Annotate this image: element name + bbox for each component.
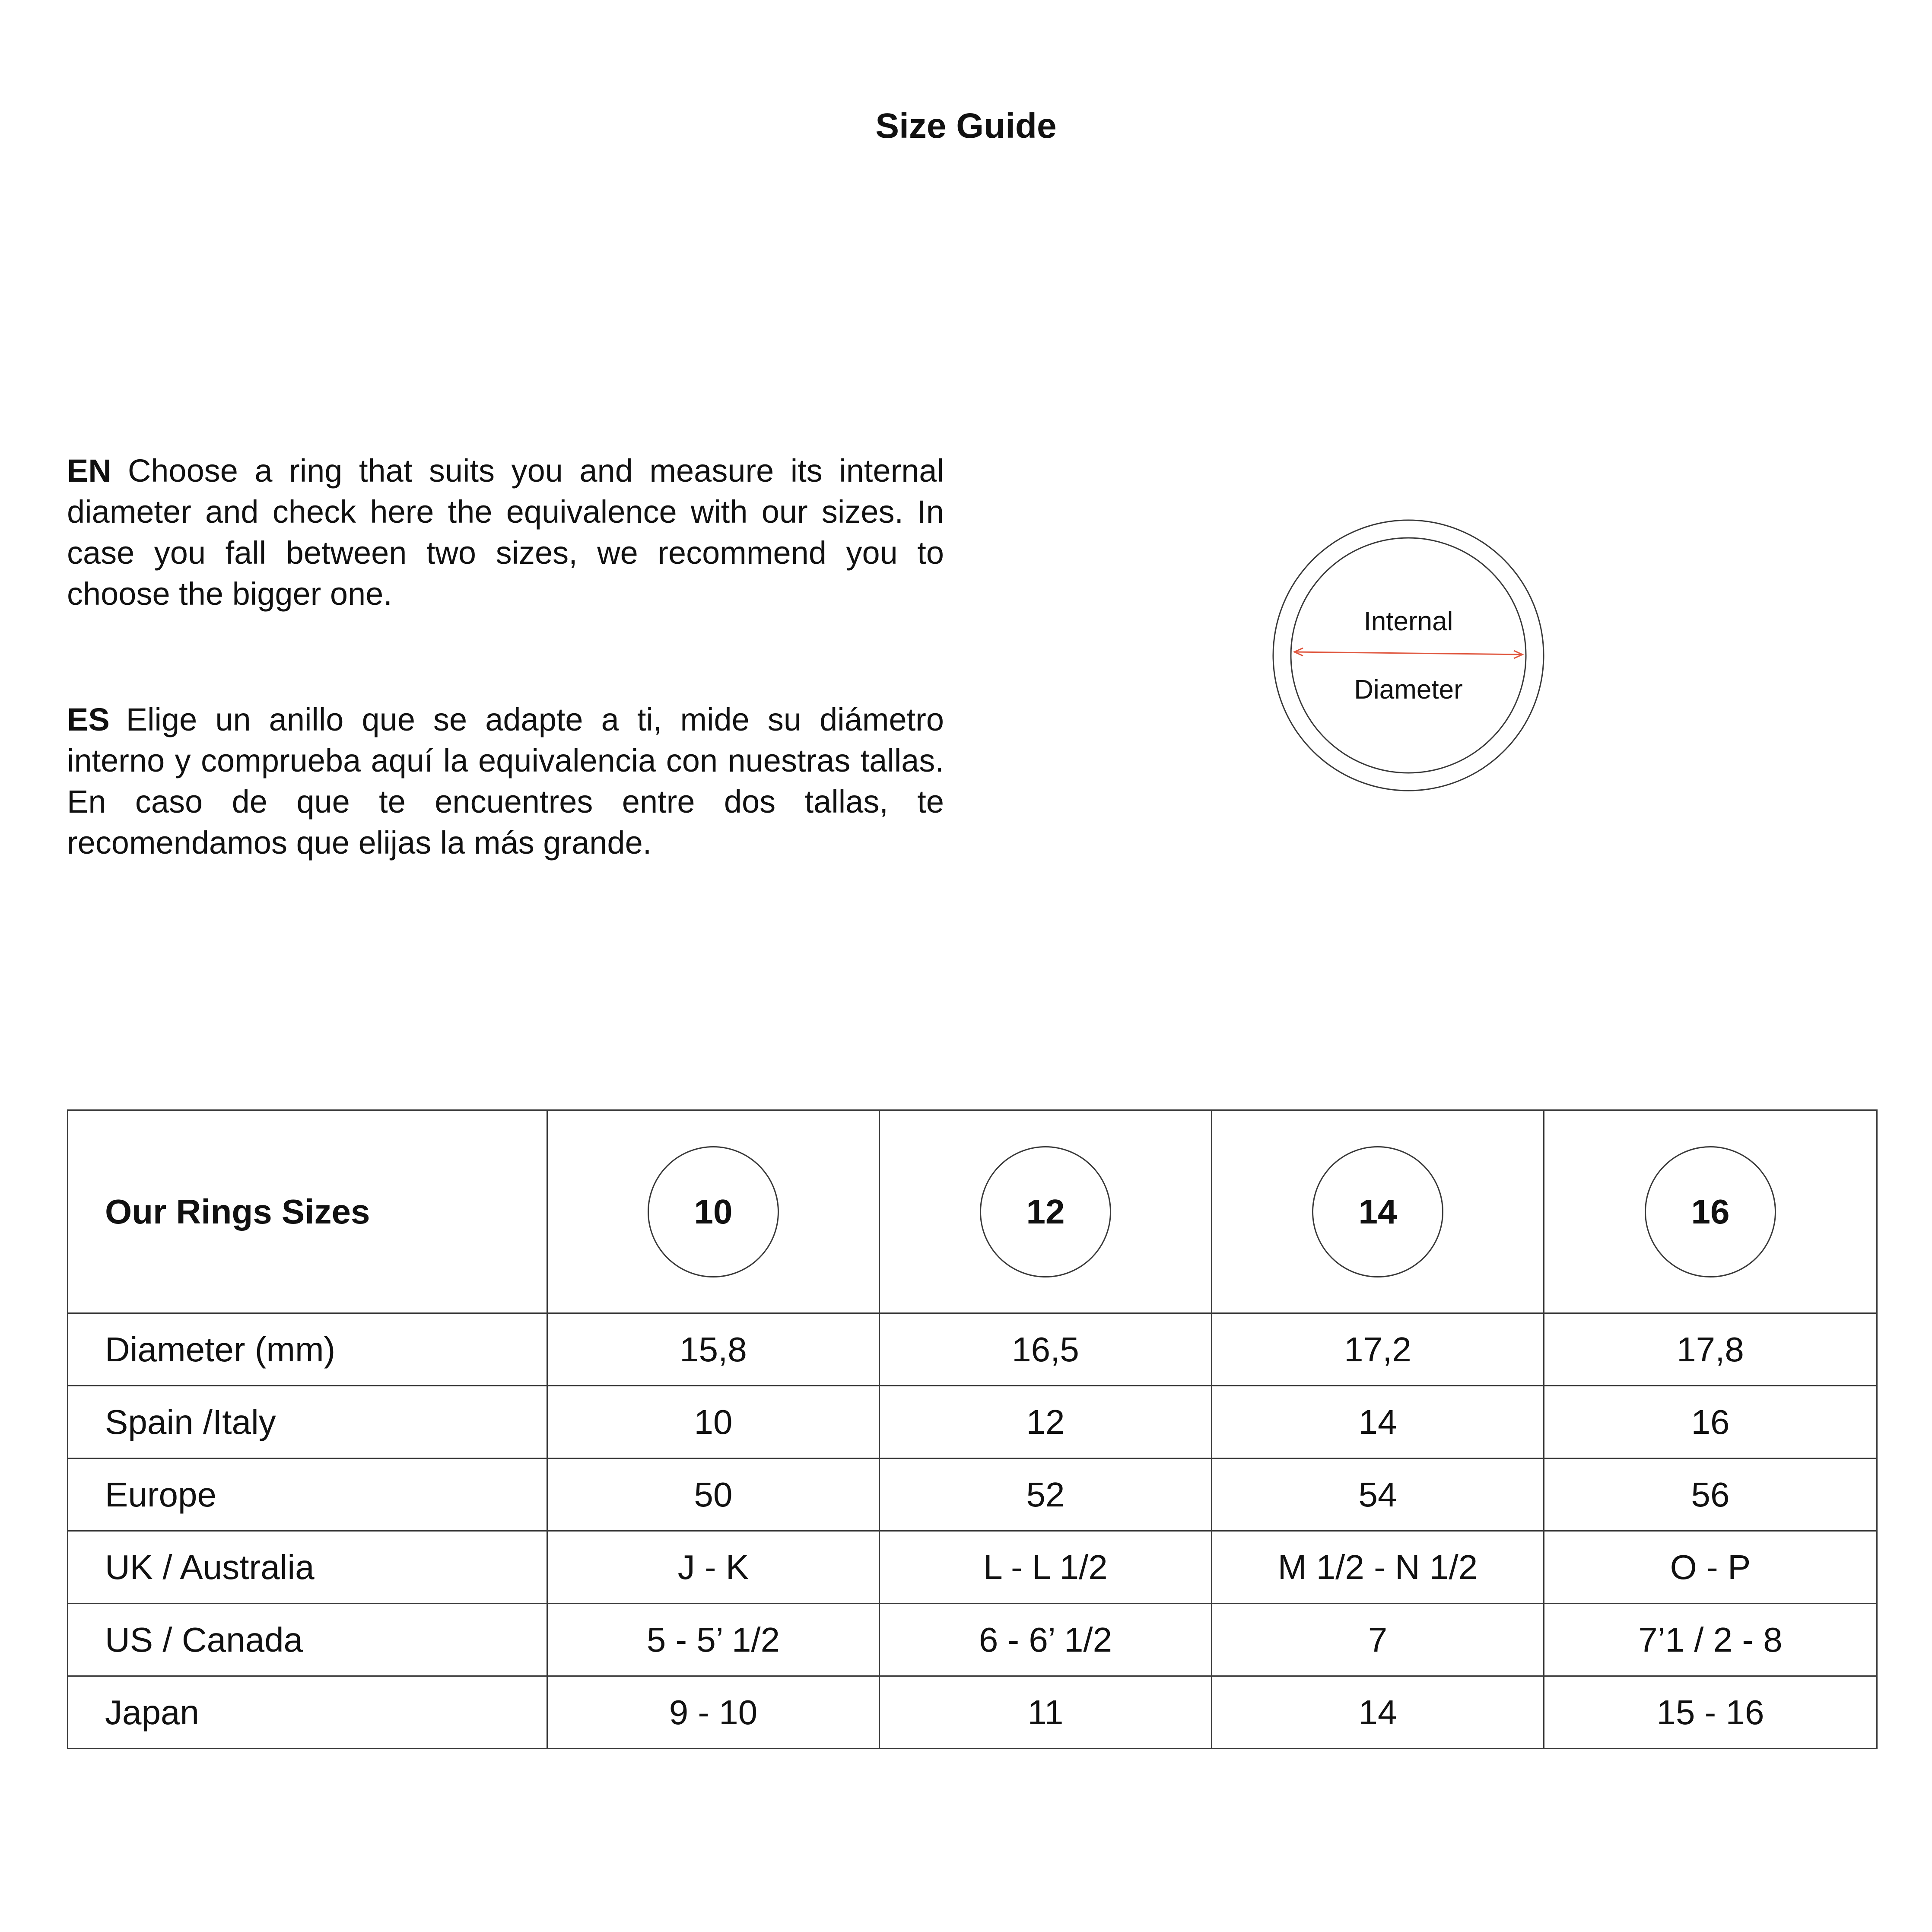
table-cell: J - K bbox=[547, 1531, 880, 1604]
table-cell: 6 - 6’ 1/2 bbox=[880, 1604, 1212, 1676]
size-column-header bbox=[1212, 1110, 1544, 1313]
table-cell: 12 bbox=[880, 1386, 1212, 1459]
row-label: Japan bbox=[68, 1676, 547, 1749]
row-label: Europe bbox=[68, 1459, 547, 1531]
table-cell: 17,8 bbox=[1544, 1313, 1877, 1386]
table-cell: 16 bbox=[1544, 1386, 1877, 1459]
table-row bbox=[68, 1676, 1877, 1749]
table-cell: 50 bbox=[547, 1459, 880, 1531]
table-cell: 16,5 bbox=[880, 1313, 1212, 1386]
table-cell: 14 bbox=[1212, 1386, 1544, 1459]
table-row bbox=[68, 1604, 1877, 1676]
table-cell: 14 bbox=[1212, 1676, 1544, 1749]
table-cell: 7 bbox=[1212, 1604, 1544, 1676]
table-cell: 15,8 bbox=[547, 1313, 880, 1386]
ring-diameter-diagram bbox=[1270, 517, 1547, 794]
table-cell: 52 bbox=[880, 1459, 1212, 1531]
intro-text-en: Choose a ring that suits you and measure its internal diameter and check here the equivalence with our sizes. In case you fall between two sizes, we recommend you to choose the bigger one. bbox=[67, 453, 944, 612]
intro-spanish bbox=[67, 699, 944, 863]
row-label: US / Canada bbox=[68, 1604, 547, 1676]
table-cell: 5 - 5’ 1/2 bbox=[547, 1604, 880, 1676]
table-cell: 54 bbox=[1212, 1459, 1544, 1531]
table-cell: 15 - 16 bbox=[1544, 1676, 1877, 1749]
size-column-header bbox=[547, 1110, 880, 1313]
row-label: UK / Australia bbox=[68, 1531, 547, 1604]
header-label: Our Rings Sizes bbox=[68, 1110, 547, 1313]
table-row bbox=[68, 1459, 1877, 1531]
diameter-arrow bbox=[1294, 648, 1522, 658]
table-cell: 17,2 bbox=[1212, 1313, 1544, 1386]
table-cell: 9 - 10 bbox=[547, 1676, 880, 1749]
table-header-row bbox=[68, 1110, 1877, 1313]
language-code-es: ES bbox=[67, 702, 110, 737]
size-column-header bbox=[1544, 1110, 1877, 1313]
ring-size-table bbox=[67, 1109, 1878, 1749]
size-circle-badge: 10 bbox=[648, 1146, 779, 1277]
intro-english bbox=[67, 450, 944, 614]
table-cell: 10 bbox=[547, 1386, 880, 1459]
size-circle-badge: 14 bbox=[1312, 1146, 1443, 1277]
language-code-en: EN bbox=[67, 453, 111, 489]
row-label: Diameter (mm) bbox=[68, 1313, 547, 1386]
table-cell: 11 bbox=[880, 1676, 1212, 1749]
intro-text-es: Elige un anillo que se adapte a ti, mide su diámetro interno y comprueba aquí la equivalencia con nuestras tallas. En caso de que te encuentres entre dos tallas, te recomendamos que elijas la más grande. bbox=[67, 702, 944, 861]
table-cell: 7’1 / 2 - 8 bbox=[1544, 1604, 1877, 1676]
ring-inner-circle bbox=[1291, 538, 1526, 773]
table-cell: 56 bbox=[1544, 1459, 1877, 1531]
table-cell: M 1/2 - N 1/2 bbox=[1212, 1531, 1544, 1604]
row-label: Spain /Italy bbox=[68, 1386, 547, 1459]
table-row bbox=[68, 1313, 1877, 1386]
ring-outer-circle bbox=[1273, 520, 1544, 791]
size-circle-badge: 12 bbox=[980, 1146, 1111, 1277]
size-circle-badge: 16 bbox=[1645, 1146, 1776, 1277]
table-cell: L - L 1/2 bbox=[880, 1531, 1212, 1604]
table-row bbox=[68, 1386, 1877, 1459]
table-row bbox=[68, 1531, 1877, 1604]
diagram-label-internal: Internal bbox=[1363, 607, 1453, 636]
size-column-header bbox=[880, 1110, 1212, 1313]
table-cell: O - P bbox=[1544, 1531, 1877, 1604]
diagram-label-diameter: Diameter bbox=[1354, 675, 1463, 705]
page-title: Size Guide bbox=[875, 106, 1057, 146]
